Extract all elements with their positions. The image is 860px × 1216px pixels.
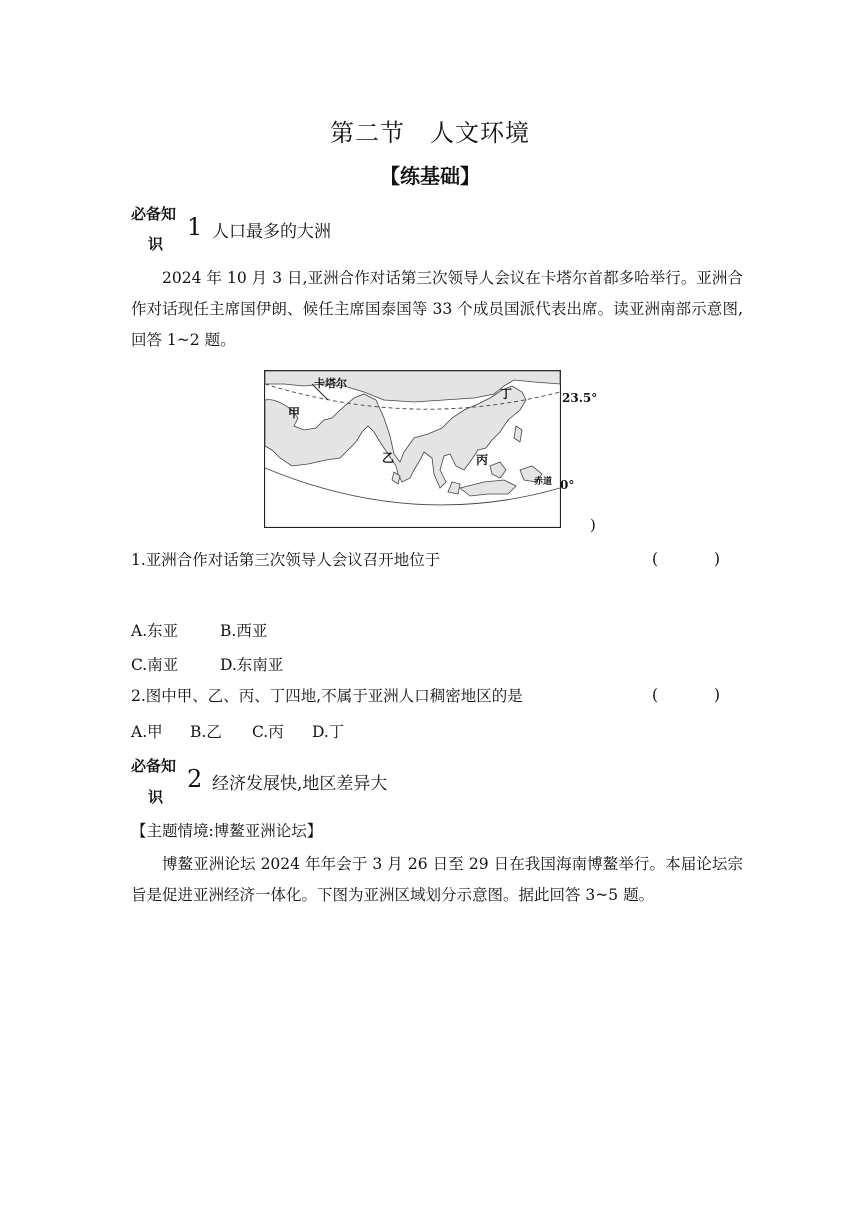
label-qatar: 卡塔尔 bbox=[314, 377, 347, 390]
question-2-option-b: B.乙 bbox=[190, 723, 222, 741]
south-asia-map bbox=[264, 370, 561, 528]
knowledge-heading-2: 经济发展快,地区差异大 bbox=[212, 774, 388, 794]
knowledge-tag-2-line1: 必备知 bbox=[131, 757, 177, 775]
theme-heading: 【主题情境:博鳌亚洲论坛】 bbox=[131, 822, 323, 840]
question-2-paren-right: ) bbox=[714, 686, 721, 704]
section-subtitle: 【练基础】 bbox=[380, 164, 480, 188]
passage-2: 博鳌亚洲论坛 2024 年年会于 3 月 26 日至 29 日在我国海南博鳌举行。本届论坛宗旨是促进亚洲经济一体化。下图为亚洲区域划分示意图。据此回答 3~5 题。 bbox=[131, 855, 743, 904]
question-1-option-a: A.东亚 bbox=[131, 622, 179, 640]
knowledge-number-2: 2 bbox=[187, 765, 203, 793]
label-tropic: 23.5° bbox=[562, 391, 598, 405]
question-2-stem: 2.图中甲、乙、丙、丁四地,不属于亚洲人口稠密地区的是 bbox=[131, 687, 523, 705]
question-1-option-b: B.西亚 bbox=[220, 622, 268, 640]
question-2-paren-left: ( bbox=[652, 686, 659, 704]
label-equator: 赤道 bbox=[534, 477, 553, 487]
label-jia: 甲 bbox=[288, 406, 301, 420]
question-1-stem: 1.亚洲合作对话第三次领导人会议召开地位于 bbox=[131, 551, 441, 569]
question-1-paren-left: ( bbox=[652, 550, 659, 568]
question-1-paren-right: ) bbox=[714, 550, 721, 568]
knowledge-heading: 人口最多的大洲 bbox=[212, 222, 331, 242]
label-zero: 0° bbox=[560, 478, 575, 492]
label-yi: 乙 bbox=[382, 451, 395, 465]
map-caption-mark: ) bbox=[590, 516, 596, 534]
question-2-option-d: D.丁 bbox=[312, 723, 345, 741]
page-title: 第二节 人文环境 bbox=[330, 119, 530, 147]
knowledge-number: 1 bbox=[187, 213, 203, 241]
question-2-option-c: C.丙 bbox=[252, 723, 284, 741]
passage-1: 2024 年 10 月 3 日,亚洲合作对话第三次领导人会议在卡塔尔首都多哈举行。亚洲合作对话现任主席国伊朗、候任主席国泰国等 33 个成员国派代表出席。读亚洲南部示意图,回答 1~2 题。 bbox=[131, 269, 743, 349]
knowledge-tag-line1: 必备知 bbox=[131, 205, 177, 223]
question-2-option-a: A.甲 bbox=[131, 723, 163, 741]
knowledge-tag-2-line2: 识 bbox=[148, 788, 164, 806]
knowledge-tag-line2: 识 bbox=[148, 235, 164, 253]
question-1-option-c: C.南亚 bbox=[131, 656, 179, 674]
label-ding: 丁 bbox=[500, 387, 513, 401]
label-bing: 丙 bbox=[476, 453, 489, 467]
question-1-option-d: D.东南亚 bbox=[220, 656, 284, 674]
